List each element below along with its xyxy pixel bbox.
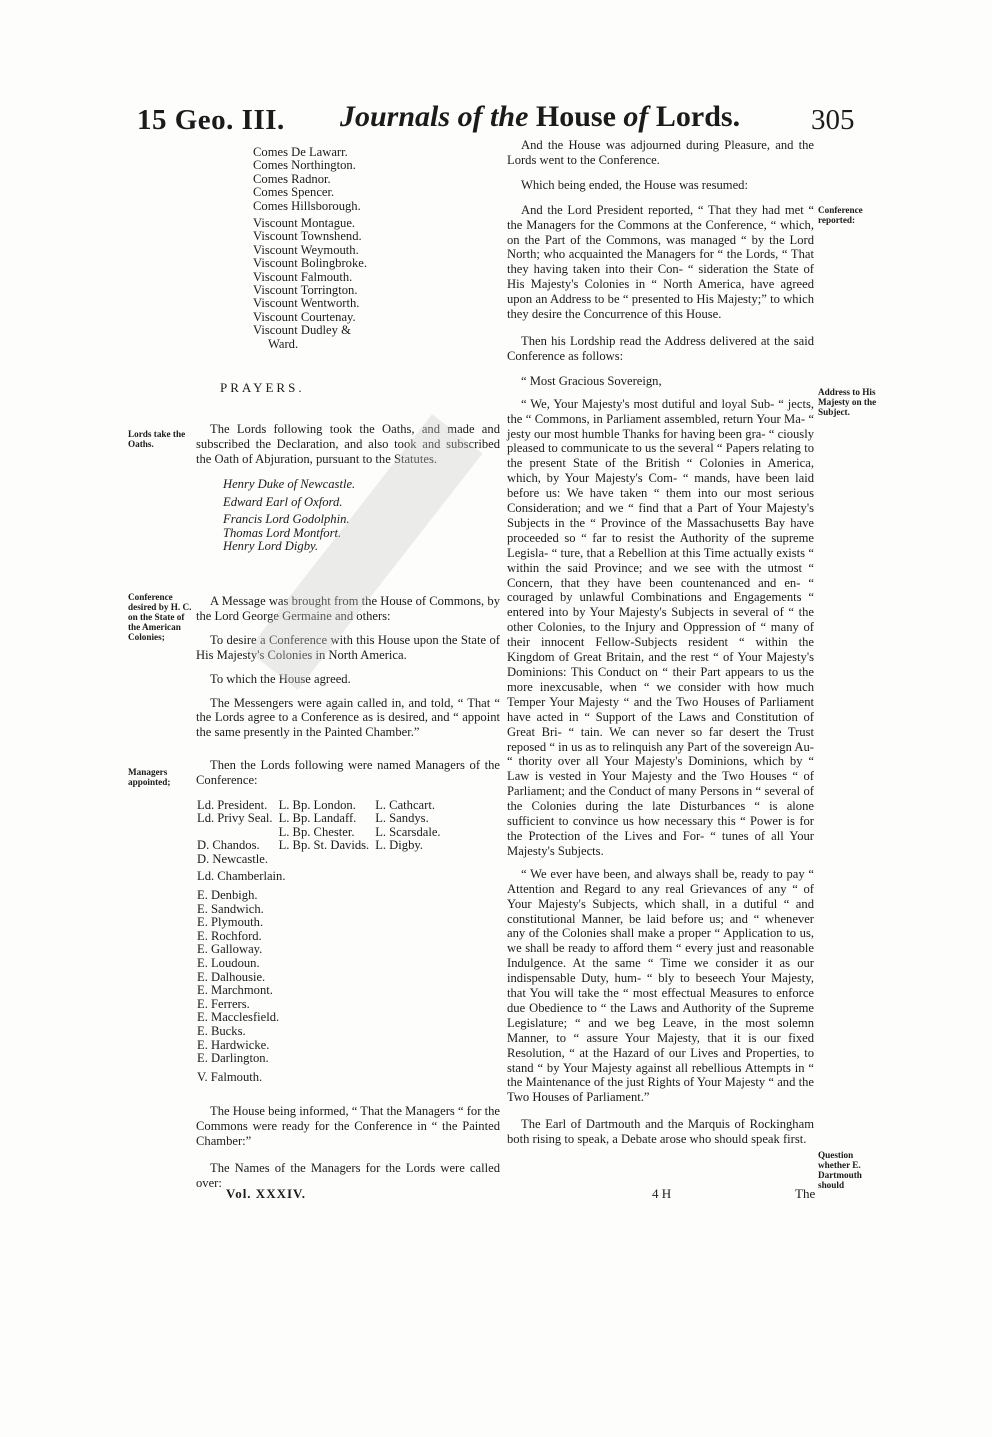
- reported-paragraph: And the Lord President reported, “ That they had met “ the Managers for the Commons at the Conference, “ which, on the Part of the Commons, was managed “ by the Lord North; who acquainted the Managers for “ the Lords, “ That they having taken into their Con- “ sideration the State of His Majesty's Colonies in “ North America, have agreed upon an Address to be “ presented to His Majesty;” to which they desire the Concurrence of this House.: [507, 202, 814, 322]
- peer-entry: Viscount Bolingbroke.: [253, 256, 367, 271]
- table-cell: L. Digby.: [375, 838, 423, 853]
- earl-entry: E. Marchmont.: [197, 983, 273, 998]
- earl-entry: E. Darlington.: [197, 1051, 269, 1066]
- table-row: [197, 853, 447, 866]
- desire-paragraph: To desire a Conference with this House upon the State of His Majesty's Colonies in North America.: [196, 632, 500, 662]
- earl-entry: V. Falmouth.: [197, 1069, 263, 1084]
- house-informed-block: [196, 1104, 500, 1191]
- oath-name: Francis Lord Godolphin.: [223, 512, 350, 526]
- earl-entry: E. Denbigh.: [197, 888, 258, 902]
- peer-entry: Ward.: [268, 336, 299, 351]
- earl-entry: E. Rochford.: [197, 928, 262, 943]
- debate-paragraph: The Earl of Dartmouth and the Marquis of Rockingham both rising to speak, a Debate arose who should speak first.: [507, 1117, 814, 1147]
- read-address-paragraph: Then his Lordship read the Address delivered at the said Conference as follows:: [507, 333, 814, 363]
- title-part-lords: Lords.: [655, 100, 741, 133]
- table-row: [197, 812, 447, 825]
- peer-entry: Viscount Wentworth.: [253, 296, 360, 311]
- peer-entry: Comes De Lawarr.: [253, 145, 348, 159]
- table-cell: D. Chandos.: [197, 838, 260, 853]
- margin-note-address: Address to His Majesty on the Subject.: [818, 387, 877, 417]
- peer-entry: Viscount Torrington.: [253, 283, 358, 298]
- address-paragraph-1: “ We, Your Majesty's most dutiful and loyal Sub- “ jects, the “ Commons, in Parliament assembled, return Your Ma- “ jesty our most humble Thanks for having been gra- “ ciously pleased to communicate to us the several “ Papers relating to the present State of the British “ Colonies in America, which, by Your Majesty's Com- “ mands, have been laid before us: We have taken “ them into our most serious Consideration; and we “ find that a Part of Your Majesty's Subjects in the “ Province of the Massachusetts Bay have proceeded so “ far to resist the Authority of the supreme Legisla- “ ture, that a Rebellion at this Time actually exists “ within the said Province; and we see with the utmost “ Concern, that they have been countenanced and en- “ couraged by unlawful Combinations and Engagements “ entered into by Your Majesty's Subjects in several of “ the other Colonies, to the Injury and Oppression of “ many of their innocent Fellow-Subjects resident “ within the Kingdom of Great Britain, and the rest “ of Your Majesty's Dominions: This Conduct on “ their Part appears to us the more inexcusable, when “ we consider with how much Temper Your Majesty “ and the Two Houses of Parliament have acted in “ Support of the Laws and Constitution of Great Bri- “ tain. We can never so far desert the Trust reposed “ in us as to relinquish any Part of the sovereign Au- “ thority over all Your Majesty's Dominions, which by “ Law is vested in Your Majesty and the Two Houses “ of Parliament; and the Conduct of many Persons in “ several of the Colonies during the late Disturbances “ is alone sufficient to convince us how necessary this “ Power is for the Protection of the Lives and For- “ tunes of all Your Majesty's Subjects.: [507, 396, 814, 858]
- peer-entry: Comes Radnor.: [253, 171, 331, 186]
- house-informed-paragraph: The House being informed, “ That the Managers “ for the Commons were ready for the Conference in “ the Painted Chamber:”: [196, 1104, 500, 1148]
- margin-note-oaths: Lords take the Oaths.: [128, 429, 186, 449]
- table-cell: [279, 853, 376, 866]
- title-part-of-the: of the: [457, 100, 529, 133]
- right-column: [507, 138, 814, 1147]
- salutation: “ Most Gracious Sovereign,: [521, 373, 662, 388]
- table-cell: [197, 826, 279, 839]
- address-paragraph-2: “ We ever have been, and always shall be, ready to pay “ Attention and Regard to any real Grievances of any “ of Your Majesty's Subjects, which shall, in a dutiful “ and constitutional Manner, be laid before us; and “ whenever any of the Colonies shall make a proper “ Application to us, we shall be ready to afford them “ every just and reasonable Indulgence. At the same “ Time we consider it as our indispensable Duty, hum- “ bly to beseech Your Majesty, that You will take the “ most effectual Measures to enforce due Obedience to “ the Laws and Authority of the Supreme Legislature; “ and we beg Leave, in the most solemn Manner, to “ assure Your Majesty, that it is our fixed Resolution, “ at the Hazard of our Lives and Properties, to stand “ by Your Majesty against all rebellious Attempts in “ the Maintenance of the just Rights of Your Majesty “ and the Two Houses of Parliament.”: [507, 866, 814, 1105]
- title-part-house: House: [535, 100, 616, 133]
- chamberlain: Ld. Chamberlain.: [197, 869, 286, 883]
- peer-entry: Viscount Dudley &: [253, 323, 351, 338]
- page-title: [340, 100, 740, 134]
- peer-entry: Viscount Weymouth.: [253, 242, 359, 257]
- oath-name: Henry Duke of Newcastle.: [223, 477, 356, 491]
- table-cell: Ld. President.: [197, 798, 268, 812]
- volume-label: Vol. XXXIV.: [226, 1186, 306, 1201]
- earl-entry: E. Dalhousie.: [197, 969, 266, 984]
- table-row: [197, 826, 447, 839]
- table-cell: L. Bp. St. Davids.: [278, 838, 370, 853]
- page-number: 305: [811, 104, 855, 136]
- title-part-journals: Journals: [340, 100, 451, 133]
- peer-entry: Viscount Montague.: [253, 216, 356, 231]
- table-cell: L. Bp. Chester.: [278, 824, 355, 839]
- earl-entry: E. Bucks.: [197, 1023, 246, 1038]
- table-row: [197, 799, 447, 812]
- messengers-paragraph: The Messengers were again called in, and told, “ That “ the Lords agree to a Conference as is desired, and “ appoint the same presently in the Painted Chamber.”: [196, 695, 500, 740]
- margin-note-managers: Managers appointed;: [128, 767, 171, 787]
- table-cell: L. Bp. Landaff.: [278, 811, 357, 826]
- oath-name: Edward Earl of Oxford.: [223, 494, 343, 509]
- peer-entry: Viscount Courtenay.: [253, 309, 356, 324]
- margin-note-conference: Conference desired by H. C. on the State of the American Colonies;: [128, 592, 192, 642]
- managers-table: [197, 799, 447, 866]
- oath-name: Henry Lord Digby.: [223, 539, 319, 553]
- margin-note-conference-reported: Conference reported:: [818, 205, 863, 225]
- named-paragraph: Then the Lords following were named Managers of the Conference:: [196, 758, 500, 788]
- peer-entry: Viscount Townshend.: [253, 229, 362, 244]
- table-cell: L. Sandys.: [375, 811, 429, 826]
- table-cell: L. Scarsdale.: [375, 824, 441, 839]
- earls-list: [197, 889, 279, 1084]
- peers-list: [253, 146, 367, 351]
- oath-name: Thomas Lord Montfort.: [223, 525, 342, 540]
- earl-entry: E. Ferrers.: [197, 996, 250, 1011]
- table-row: [197, 839, 447, 852]
- message-paragraph: A Message was brought from the House of Commons, by the Lord George Germaine and others:: [196, 594, 500, 623]
- peer-entry: Comes Spencer.: [253, 185, 335, 200]
- resumed-paragraph: Which being ended, the House was resumed:: [521, 177, 748, 192]
- table-cell: [375, 853, 446, 866]
- peer-entry: Viscount Falmouth.: [253, 269, 353, 284]
- earl-entry: E. Macclesfield.: [197, 1010, 280, 1025]
- earl-entry: E. Hardwicke.: [197, 1037, 270, 1052]
- oaths-paragraph: The Lords following took the Oaths, and made and subscribed the Declaration, and also took and subscribed the Oath of Abjuration, pursuant to the Statutes.: [196, 422, 500, 466]
- table-cell: L. Bp. London.: [278, 798, 356, 812]
- earl-entry: E. Loudoun.: [197, 955, 260, 970]
- prayers-heading: PRAYERS.: [220, 380, 305, 395]
- catchword: The: [795, 1186, 816, 1201]
- regnal-year-header: 15 Geo. III.: [137, 104, 285, 136]
- peer-entry: Comes Northington.: [253, 158, 356, 173]
- names-called-paragraph: The Names of the Managers for the Lords were called over:: [196, 1160, 500, 1190]
- table-cell: Ld. Privy Seal.: [197, 811, 273, 826]
- peer-entry: Comes Hillsborough.: [253, 198, 361, 213]
- earl-entry: E. Galloway.: [197, 942, 263, 957]
- table-cell: D. Newcastle.: [197, 851, 268, 866]
- signature-mark: 4 H: [652, 1186, 672, 1201]
- earl-entry: E. Plymouth.: [197, 915, 264, 930]
- adjourned-paragraph: And the House was adjourned during Pleasure, and the Lords went to the Conference.: [507, 138, 814, 167]
- margin-note-question: Question whether E. Dartmouth should: [818, 1150, 862, 1190]
- agreed-paragraph: To which the House agreed.: [210, 671, 351, 686]
- earl-entry: E. Sandwich.: [197, 901, 264, 916]
- table-cell: L. Cathcart.: [375, 798, 435, 812]
- title-part-of: of: [623, 100, 649, 133]
